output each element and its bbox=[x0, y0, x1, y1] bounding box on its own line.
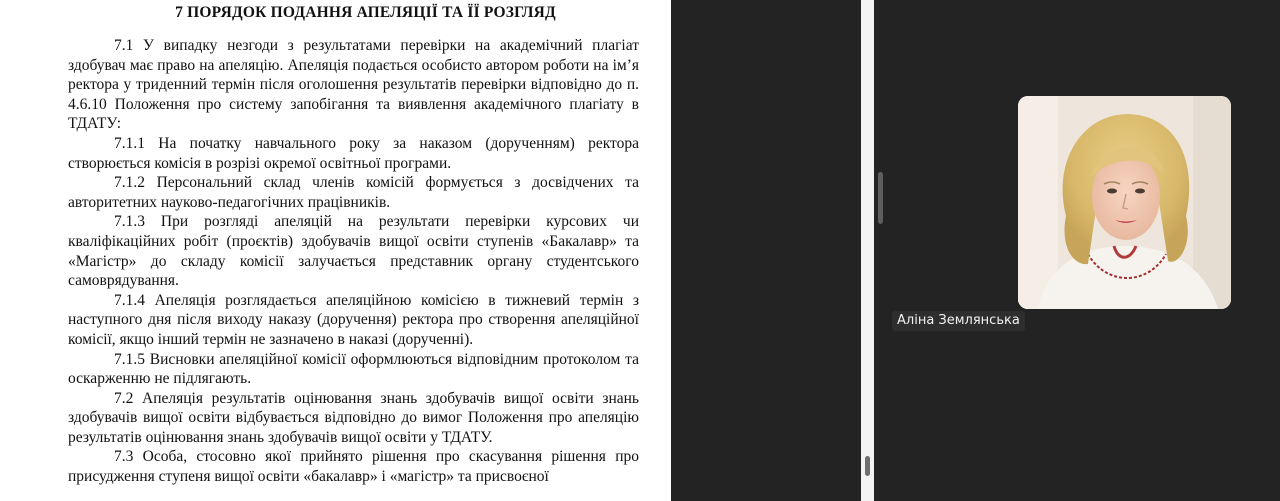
section-title: 7 ПОРЯДОК ПОДАННЯ АПЕЛЯЦІЇ ТА ЇЇ РОЗГЛЯД bbox=[175, 4, 556, 21]
paragraph-7-1-1: 7.1.1 На початку навчального року за наказом (дорученням) ректора створюється комісія в розрізі окремої освітньої програми. bbox=[68, 134, 639, 172]
paragraph-7-1-4: 7.1.4 Апеляція розглядається апеляційною комісією в тижневий термін з наступного дня після виходу наказу (доручення) ректора про створення апеляційної комісії, якщо інший термін не зазначено в наказі (дорученні). bbox=[68, 291, 639, 348]
vertical-scrollbar[interactable] bbox=[861, 0, 874, 501]
paragraph-7-1: 7.1 У випадку незгоди з результатами перевірки на академічний плагіат здобувач має право на апеляцію. Апеляція подається особисто автором роботи на ім’я ректора у триденний термін після оголошення результатів перевірки відповідно до п. 4.6.10 Положення про систему запобігання та виявлення академічного плагіату в ТДАТУ: bbox=[68, 37, 639, 133]
panel-resize-handle[interactable] bbox=[878, 172, 883, 224]
paragraph-7-1-2: 7.1.2 Персональний склад членів комісій формується з досвідчених та авторитетних науково-педагогічних працівників. bbox=[68, 174, 639, 211]
paragraph-7-1-5: 7.1.5 Висновки апеляційної комісії оформлюються відповідним протоколом та оскарженню не підлягають. bbox=[68, 350, 639, 388]
document-content bbox=[68, 4, 639, 487]
participant-name-label: Аліна Землянська bbox=[892, 311, 1025, 331]
paragraph-7-1-3: 7.1.3 При розгляді апеляцій на результати перевірки курсових чи кваліфікаційних робіт (проєктів) здобувачів вищої освіти ступенів «Бакалавр» та «Магістр» до складу комісії залучається представник органу студентського самоврядування. bbox=[68, 213, 639, 290]
paragraph-7-2: 7.2 Апеляція результатів оцінювання знань здобувачів вищої освіти знань здобувачів вищої освіти відбувається відповідно до вимог Положення про апеляцію результатів оцінювання знань здобувачів вищої освіти у ТДАТУ. bbox=[68, 389, 639, 446]
scrollbar-thumb[interactable] bbox=[865, 456, 870, 476]
paragraph-7-3: 7.3 Особа, стосовно якої прийнято рішення про скасування рішення про присудження ступеня вищої освіти «бакалавр» і «магістр» та присвоєної bbox=[68, 448, 639, 486]
screen-share-background bbox=[671, 0, 861, 501]
participant-video-tile[interactable] bbox=[1018, 96, 1231, 309]
participant-video-frame bbox=[1018, 96, 1231, 309]
